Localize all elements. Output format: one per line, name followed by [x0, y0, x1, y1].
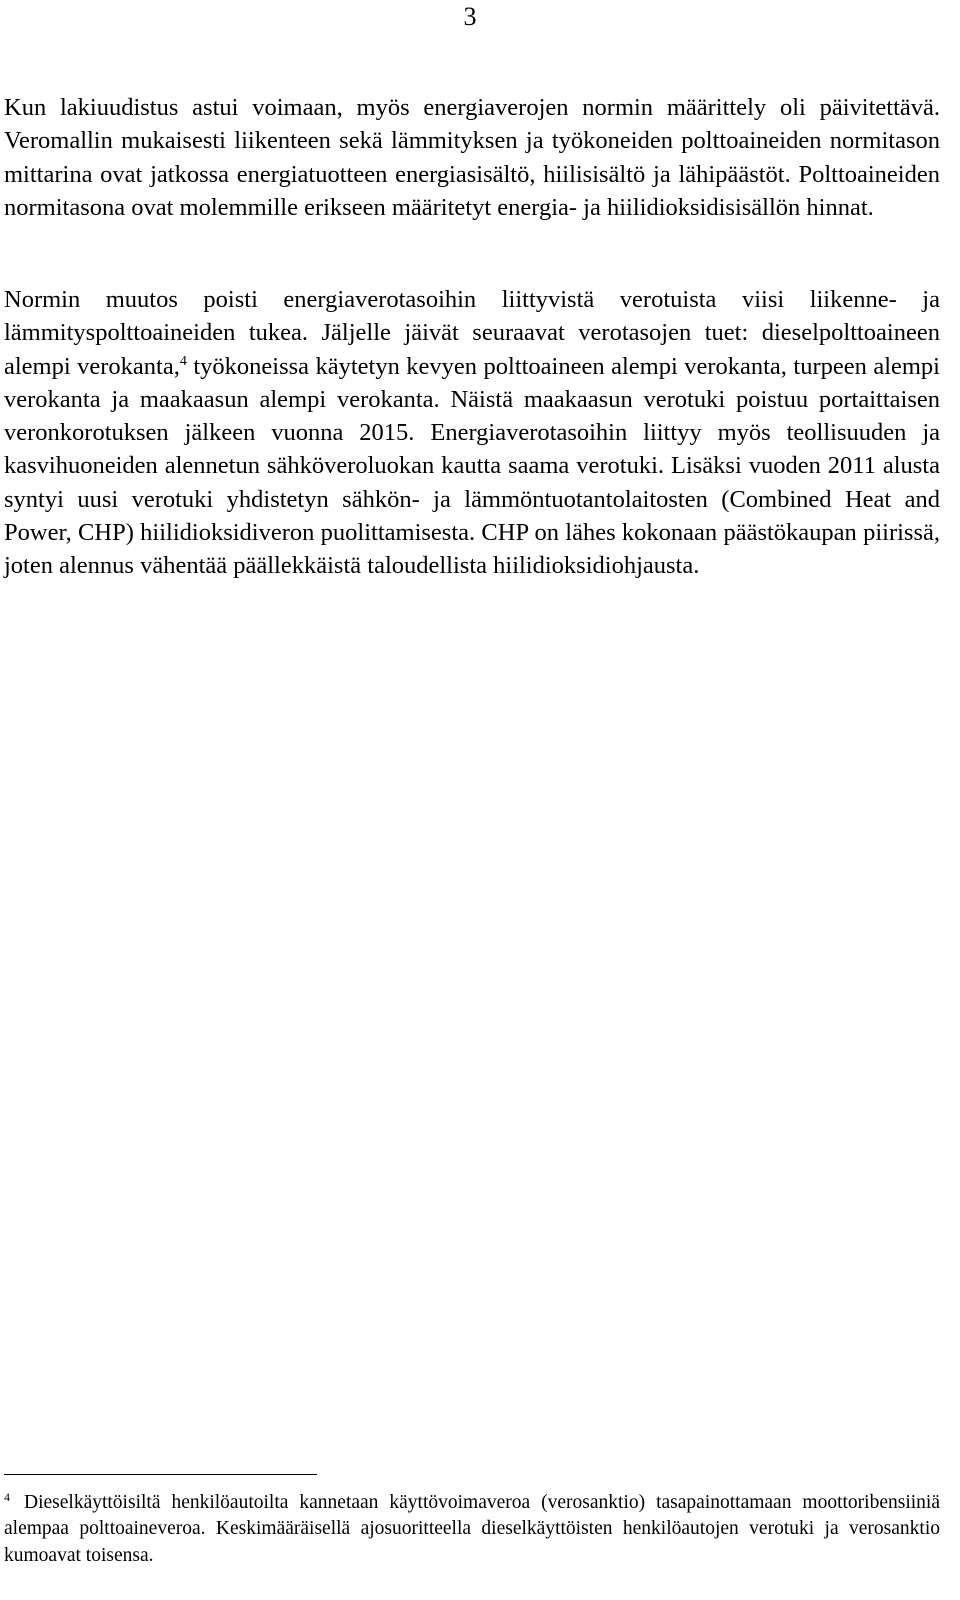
- footnote-divider: [4, 1474, 317, 1475]
- footnote-text: Dieselkäyttöisiltä henkilöautoilta kannetaan käyttövoimaveroa (verosanktio) tasapainottamaan moottoribensiiniä alempaa polttoaineveroa. Keskimääräisellä ajosuoritteella dieselkäyttöisten henkilöautojen verotuki ja verosanktio kumoavat toisensa.: [4, 1492, 940, 1566]
- footnote-reference[interactable]: 4: [179, 353, 187, 369]
- paragraph-text-part-2: työkoneissa käytetyn kevyen polttoaineen alempi verokanta, turpeen alempi verokanta ja maakaasun alempi verokanta. Näistä maakaasun verotuki poistuu portaittaisen veronkorotuksen jälkeen vuonna 2015. Energiaverotasoihin liittyy myös teollisuuden ja kasvihuoneiden alennetun sähköveroluokan kautta saama verotuki. Lisäksi vuoden 2011 alusta syntyi uusi verotuki yhdistetyn sähkön- ja lämmöntuotantolaitosten (Combined Heat and Power, CHP) hiilidioksidiveron puolittamisesta. CHP on lähes kokonaan päästökaupan piirissä, joten alennus vähentää päällekkäistä taloudellista hiilidioksidiohjausta.: [4, 352, 940, 580]
- page-number: 3: [463, 2, 477, 31]
- footnote: [4, 1490, 940, 1569]
- paragraph-energy-tax-norm: Kun lakiuudistus astui voimaan, myös energiaverojen normin määrittely oli päivitettävä. Veromallin mukaisesti liikenteen sekä lämmityksen ja työkoneiden polttoaineiden normitason mittarina ovat jatkossa energiatuotteen energiasisältö, hiilisisältö ja lähipäästöt. Polttoaineiden normitasona ovat molemmille erikseen määritetyt energia- ja hiilidioksidisisällön hinnat.: [4, 94, 940, 221]
- paragraph-tax-subsidies: [4, 283, 940, 583]
- paragraph-text-part-1: Normin muutos poisti energiaverotasoihin liittyvistä verotuista viisi liikenne- ja lämmityspolttoaineiden tukea. Jäljelle jäivät seuraavat verotasojen tuet: dieselpolttoaineen alempi verokanta,: [4, 286, 940, 380]
- footnote-mark: 4: [4, 1489, 10, 1504]
